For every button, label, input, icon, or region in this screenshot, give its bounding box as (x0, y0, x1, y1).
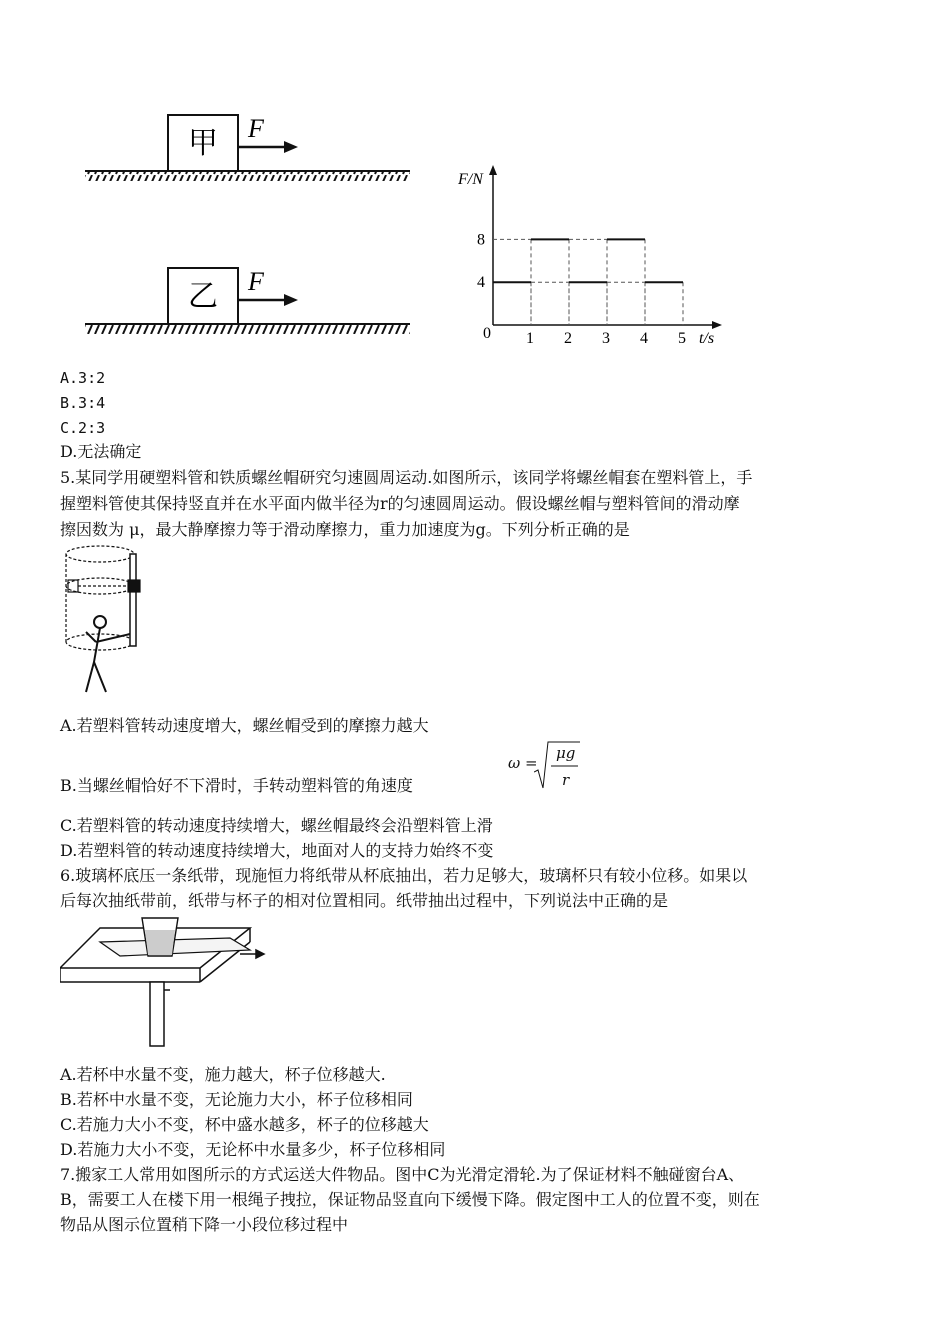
q6-option-c: C.若施力大小不变，杯中盛水越多，杯子的位移越大 (60, 1115, 429, 1134)
omega-formula (508, 738, 578, 794)
x-tick-label-2: 2 (564, 330, 572, 347)
x-tick-label-1: 1 (526, 330, 534, 347)
q6-option-d: D.若施力大小不变，无论杯中水量多少，杯子位移相同 (60, 1140, 446, 1159)
q6-option-a: A.若杯中水量不变，施力越大，杯子位移越大. (60, 1065, 386, 1084)
x-tick-label-3: 3 (602, 330, 610, 347)
q4-option-a: A.3:2 (60, 369, 106, 387)
chart-xlabel: t/s (699, 330, 715, 347)
chart-axes (489, 165, 722, 329)
formula-denominator: r (562, 771, 570, 789)
y-tick-label-8: 8 (477, 231, 485, 249)
q5-stem-line-2: 握塑料管使其保持竖直并在水平面内做半径为r的匀速圆周运动。假设螺丝帽与塑料管间的滑动摩 (60, 494, 740, 513)
q5-option-d: D.若塑料管的转动速度持续增大，地面对人的支持力始终不变 (60, 841, 494, 860)
q6-option-b: B.若杯中水量不变，无论施力大小，杯子位移相同 (60, 1090, 413, 1109)
q5-stem-line-1: 5.某同学用硬塑料管和铁质螺丝帽研究匀速圆周运动.如图所示，该同学将螺丝帽套在塑料管上，手 (60, 468, 753, 487)
q7-stem-line-1: 7.搬家工人常用如图所示的方式运送大件物品。图中C为光滑定滑轮.为了保证材料不触碰窗台A、 (60, 1165, 745, 1184)
q4-option-c: C.2:3 (60, 419, 106, 437)
formula-lhs: ω = (508, 754, 538, 772)
q5-option-b: B.当螺丝帽恰好不下滑时，手转动塑料管的角速度 (60, 776, 413, 795)
force-arrow-1 (238, 141, 298, 153)
q7-stem-line-3: 物品从图示位置稍下降一小段位移过程中 (60, 1215, 349, 1234)
q4-option-d: D.无法确定 (60, 442, 142, 461)
q5-option-a: A.若塑料管转动速度增大，螺丝帽受到的摩擦力越大 (60, 716, 429, 735)
block-jia-label: 甲 (188, 127, 218, 160)
q6-stem-line-2: 后每次抽纸带前，纸带与杯子的相对位置相同。纸带抽出过程中，下列说法中正确的是 (60, 891, 669, 910)
force-label-2: F (248, 267, 264, 296)
force-label-1: F (248, 114, 264, 143)
y-tick-label-4: 4 (477, 274, 485, 292)
formula-numerator: μg (556, 744, 576, 762)
surface-2 (85, 324, 410, 334)
chart-origin: 0 (483, 325, 491, 342)
blocks-figure (80, 105, 420, 345)
q7-stem-line-2: B，需要工人在楼下用一根绳子拽拉，保证物品竖直向下缓慢下降。假定图中工人的位置不变，则在 (60, 1190, 760, 1209)
force-time-chart (450, 160, 730, 360)
surface-1 (85, 171, 410, 181)
x-tick-label-4: 4 (640, 330, 648, 347)
x-tick-label-5: 5 (678, 330, 686, 347)
force-arrow-2 (238, 294, 298, 306)
q5-option-c: C.若塑料管的转动速度持续增大，螺丝帽最终会沿塑料管上滑 (60, 816, 493, 835)
block-yi-label: 乙 (188, 280, 218, 313)
q6-stem-line-1: 6.玻璃杯底压一条纸带，现施恒力将纸带从杯底抽出，若力足够大，玻璃杯只有较小位移。如果以 (60, 866, 748, 885)
cup-table-figure (60, 910, 270, 1050)
rotating-tube-figure (60, 542, 150, 702)
q5-stem-line-3: 擦因数为 μ，最大静摩擦力等于滑动摩擦力，重力加速度为g。下列分析正确的是 (60, 520, 630, 539)
chart-ylabel: F/N (458, 171, 483, 188)
q4-option-b: B.3:4 (60, 394, 106, 412)
